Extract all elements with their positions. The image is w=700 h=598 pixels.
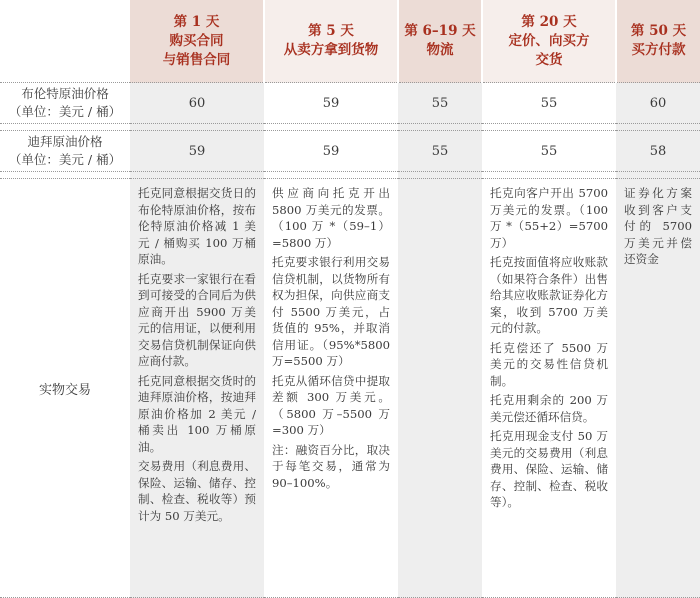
header-corner (0, 0, 130, 83)
brent-price-row (0, 83, 700, 124)
physical-trade-row (0, 179, 700, 598)
physical-trade-label: 实物交易 (0, 179, 130, 598)
day5-paragraph: 托克从循环信贷中提取差额 300 万美元。（5800 万–5500 万=300 万） (272, 373, 390, 437)
day20-paragraph: 托克用现金支付 50 万美元的交易费用（利息费用、保险、运输、储存、控制、检查、税收等）。 (490, 429, 608, 509)
dubai-day6-19-value: 55 (398, 131, 482, 172)
header-day20: 第 20 天 定价、向买方 交货 (482, 0, 616, 83)
dubai-day50-value: 58 (616, 131, 700, 172)
physical-day6-19-cell (398, 179, 482, 598)
header-day50: 第 50 天 买方付款 (616, 0, 700, 83)
dubai-day20-value: 55 (482, 131, 616, 172)
row-spacer (0, 124, 700, 131)
brent-day20-value: 55 (482, 83, 616, 124)
day1-paragraph: 托克同意根据交货时的迪拜原油价格，按迪拜原油价格加 2 美元 / 桶卖出 100 万桶原油。 (138, 373, 256, 454)
header-day1: 第 1 天 购买合同 与销售合同 (130, 0, 264, 83)
day50-paragraph: 证券化方案收到客户支付的 5700 万美元并偿还资金 (624, 186, 692, 266)
day20-paragraph: 托克用剩余的 200 万美元偿还循环信贷。 (490, 393, 608, 424)
day20-paragraph: 托克按面值将应收账款（如果符合条件）出售给其应收账款证券化方案，收到 5700 万美元的付款。 (490, 255, 608, 335)
brent-day50-value: 60 (616, 83, 700, 124)
day20-paragraph: 托克偿还了 5500 万美元的交易性信贷机制。 (490, 340, 608, 388)
brent-day1-value: 60 (130, 83, 264, 124)
header-day6-19: 第 6–19 天 物流 (398, 0, 482, 83)
day5-paragraph: 注：融资百分比，取决于每笔交易，通常为 90–100%。 (272, 442, 390, 490)
dubai-day1-value: 59 (130, 131, 264, 172)
dubai-price-row (0, 131, 700, 172)
dubai-day5-value: 59 (264, 131, 398, 172)
brent-day5-value: 59 (264, 83, 398, 124)
day1-paragraph: 交易费用（利息费用、保险、运输、储存、控制、检查、税收等）预计为 50 万美元。 (138, 459, 256, 523)
physical-day50-cell (616, 179, 700, 598)
day5-paragraph: 供应商向托克开出 5800 万美元的发票。（100 万 *（59–1）=5800 万） (272, 186, 390, 250)
day5-paragraph: 托克要求银行利用交易信贷机制，以货物所有权为担保，向供应商支付 5500 万美元，占货值的 95%，并取消信用证。（95%*5800 万=5500 万） (272, 255, 390, 368)
brent-row-label: 布伦特原油价格 （单位：美元 / 桶） (0, 83, 130, 124)
physical-day1-cell (130, 179, 264, 598)
brent-day6-19-value: 55 (398, 83, 482, 124)
day1-paragraph: 托克同意根据交货日的布伦特原油价格，按布伦特原油价格减 1 美元 / 桶购买 100 万桶原油。 (138, 186, 256, 266)
day20-paragraph: 托克向客户开出 5700 万美元的发票。（100 万 *（55+2）=5700 万） (490, 186, 608, 250)
dubai-row-label: 迪拜原油价格 （单位：美元 / 桶） (0, 131, 130, 172)
row-spacer (0, 172, 700, 179)
header-row (0, 0, 700, 83)
physical-day5-cell (264, 179, 398, 598)
day1-paragraph: 托克要求一家银行在看到可接受的合同后为供应商开出 5900 万美元的信用证，以便利用交易信贷机制保证向供应商付款。 (138, 271, 256, 368)
physical-day20-cell (482, 179, 616, 598)
header-day5: 第 5 天 从卖方拿到货物 (264, 0, 398, 83)
